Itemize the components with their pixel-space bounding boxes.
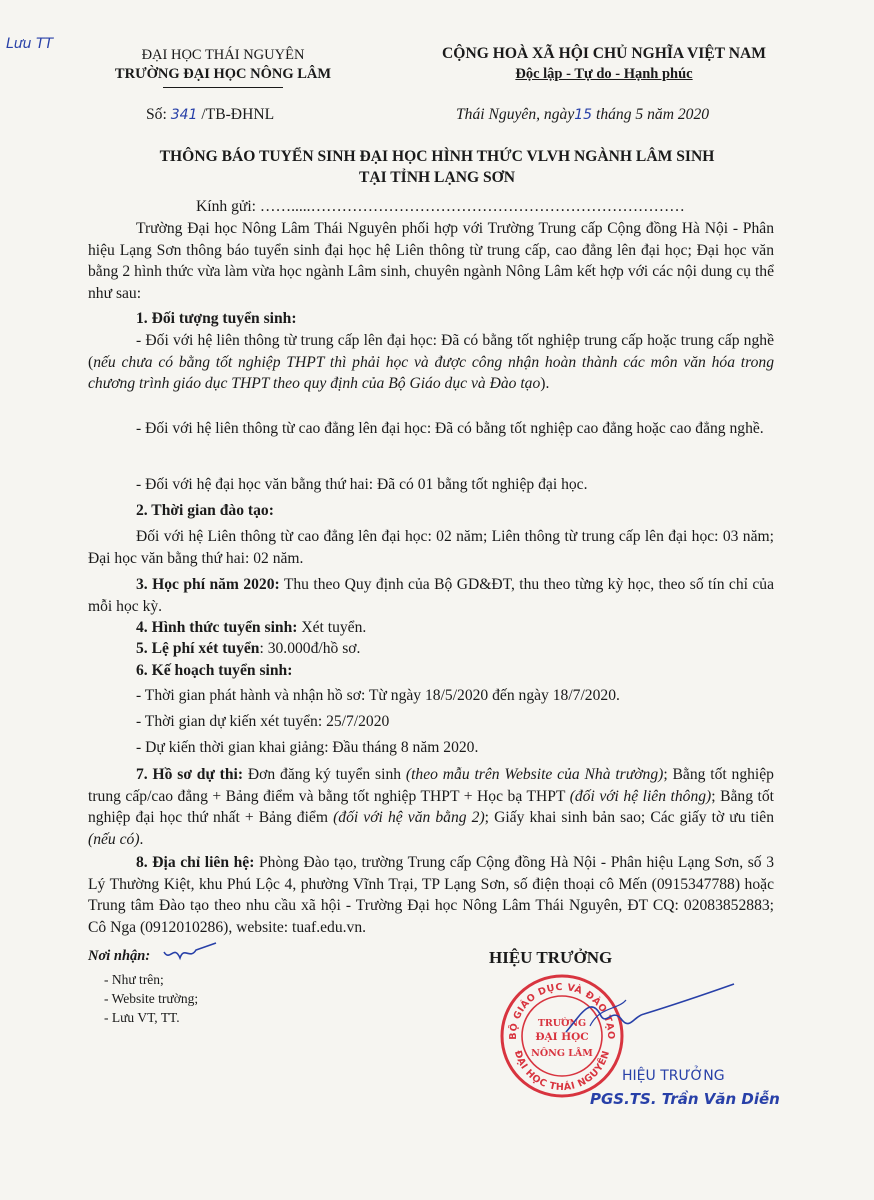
national-motto: Độc lập - Tự do - Hạnh phúc — [515, 66, 693, 82]
section-2-heading: 2. Thời gian đào tạo: — [136, 502, 274, 519]
section-6-item: - Thời gian phát hành và nhận hồ sơ: Từ ngày 18/5/2020 đến ngày 18/7/2020. — [136, 687, 620, 704]
handwritten-note: Lưu TT — [6, 36, 54, 52]
header-right — [418, 44, 790, 84]
recipients-label: Nơi nhận: — [88, 948, 151, 964]
svg-text:NÔNG LÂM: NÔNG LÂM — [531, 1048, 593, 1059]
section-5: 5. Lệ phí xét tuyển: 30.000đ/hồ sơ. — [136, 640, 361, 657]
section-2-body: Đối với hệ Liên thông từ cao đẳng lên đại học: 02 năm; Liên thông từ trung cấp lên đại học: 03 năm; Đại học văn bằng thứ hai: 02 năm. — [88, 528, 774, 567]
stamp-role: HIỆU TRƯỞNG — [622, 1068, 725, 1084]
header-left-divider — [163, 87, 283, 88]
handwritten-day: 15 — [574, 107, 593, 123]
header-left — [88, 46, 358, 88]
national-title: CỘNG HOÀ XÃ HỘI CHỦ NGHĨA VIỆT NAM — [442, 45, 766, 62]
recipient-item: - Website trường; — [104, 991, 199, 1006]
recipient-initials-icon — [160, 940, 224, 966]
section-3-heading: 3. Học phí năm 2020: — [136, 576, 280, 593]
section-6-item: - Dự kiến thời gian khai giảng: Đầu tháng 8 năm 2020. — [136, 739, 479, 756]
section-1-item-2: - Đối với hệ liên thông từ cao đẳng lên đại học: Đã có bằng tốt nghiệp cao đẳng hoặc cao đẳng nghề. — [136, 420, 764, 437]
section-8: 8. Địa chỉ liên hệ: Phòng Đào tạo, trường Trung cấp Cộng đồng Hà Nội - Phân hiệu Lạng Sơn, số 3 Lý Thường Kiệt, khu Phú Lộc 4, phường Vĩnh Trại, TP Lạng Sơn, số điện thoại cô Mến (0915347788) hoặc Trung tâm Đào tạo theo nhu cầu xã hội - Trường Đại học Nông Lâm Thái Nguyên, ĐT CQ: 02083852883; Cô Nga (0912010286), website: tuaf.edu.vn. — [88, 854, 774, 937]
document-date: Thái Nguyên, ngày15 tháng 5 năm 2020 — [456, 106, 710, 123]
svg-text:BỘ GIÁO DỤC VÀ ĐÀO TẠO: BỘ GIÁO DỤC VÀ ĐÀO TẠO — [507, 981, 617, 1040]
section-7-heading: 7. Hồ sơ dự thi: — [136, 766, 244, 783]
svg-text:TRƯỜNG: TRƯỜNG — [537, 1018, 587, 1029]
section-6-heading: 6. Kế hoạch tuyển sinh: — [136, 662, 293, 679]
greeting: Kính gửi: …….....……………………………………………………………… — [196, 198, 685, 215]
school-name: TRƯỜNG ĐẠI HỌC NÔNG LÂM — [114, 66, 332, 82]
section-7: 7. Hồ sơ dự thi: Đơn đăng ký tuyển sinh (theo mẫu trên Website của Nhà trường); Bằng tốt nghiệp trung cấp/cao đẳng + Bảng điểm và bằng tốt nghiệp THPT + Học bạ THPT (đối với hệ liên thông); Bằng tốt nghiệp đại học thứ nhất + Bảng điểm (đối với hệ văn bằng 2); Giấy khai sinh bản sao; Các giấy tờ ưu tiên (nếu có). — [88, 766, 775, 849]
intro-paragraph: Trường Đại học Nông Lâm Thái Nguyên phối hợp với Trường Trung cấp Cộng đồng Hà Nội - Phân hiệu Lạng Sơn thông báo tuyển sinh đại học hệ Liên thông từ trung cấp, cao đẳng lên đại học; Đại học văn bằng 2 hình thức vừa làm vừa học ngành Lâm sinh, chuyên ngành Nông Lâm kết hợp với các nội dung cụ thể như sau: — [88, 220, 774, 303]
document-title: THÔNG BÁO TUYỂN SINH ĐẠI HỌC HÌNH THỨC VLVH NGÀNH LÂM SINH TẠI TỈNH LẠNG SƠN — [159, 148, 715, 186]
parent-institution: ĐẠI HỌC THÁI NGUYÊN — [141, 47, 305, 63]
recipient-item: - Lưu VT, TT. — [104, 1010, 180, 1025]
section-6-item: - Thời gian dự kiến xét tuyển: 25/7/2020 — [136, 713, 390, 730]
section-8-heading: 8. Địa chỉ liên hệ: — [136, 854, 255, 871]
recipient-item: - Như trên; — [104, 972, 164, 987]
svg-text:ĐẠI HỌC THÁI NGUYÊN: ĐẠI HỌC THÁI NGUYÊN — [511, 1049, 613, 1094]
document-number: Số: 341 /TB-ĐHNL — [146, 106, 275, 123]
section-1-item-3: - Đối với hệ đại học văn bằng thứ hai: Đã có 01 bằng tốt nghiệp đại học. — [136, 476, 588, 493]
section-4: 4. Hình thức tuyển sinh: Xét tuyển. — [136, 619, 367, 636]
signature-scribble-icon — [560, 976, 740, 1046]
handwritten-number: 341 — [170, 107, 198, 123]
svg-text:ĐẠI HỌC: ĐẠI HỌC — [535, 1031, 589, 1043]
signer-name: PGS.TS. Trần Văn Diễn — [590, 1090, 780, 1108]
signature-title: HIỆU TRƯỞNG — [489, 948, 613, 967]
section-3: 3. Học phí năm 2020: Thu theo Quy định của Bộ GD&ĐT, thu theo từng kỳ học, theo số tín chỉ của mỗi học kỳ. — [88, 576, 775, 615]
section-1-heading: 1. Đối tượng tuyển sinh: — [136, 310, 297, 327]
section-1-item-1: - Đối với hệ liên thông từ trung cấp lên đại học: Đã có bằng tốt nghiệp trung cấp hoặc trung cấp nghề (nếu chưa có bằng tốt nghiệp THPT thì phải học và được công nhận hoàn thành các môn văn hóa trong chương trình giáo dục THPT theo quy định của Bộ Giáo dục và Đào tạo). — [88, 332, 774, 393]
